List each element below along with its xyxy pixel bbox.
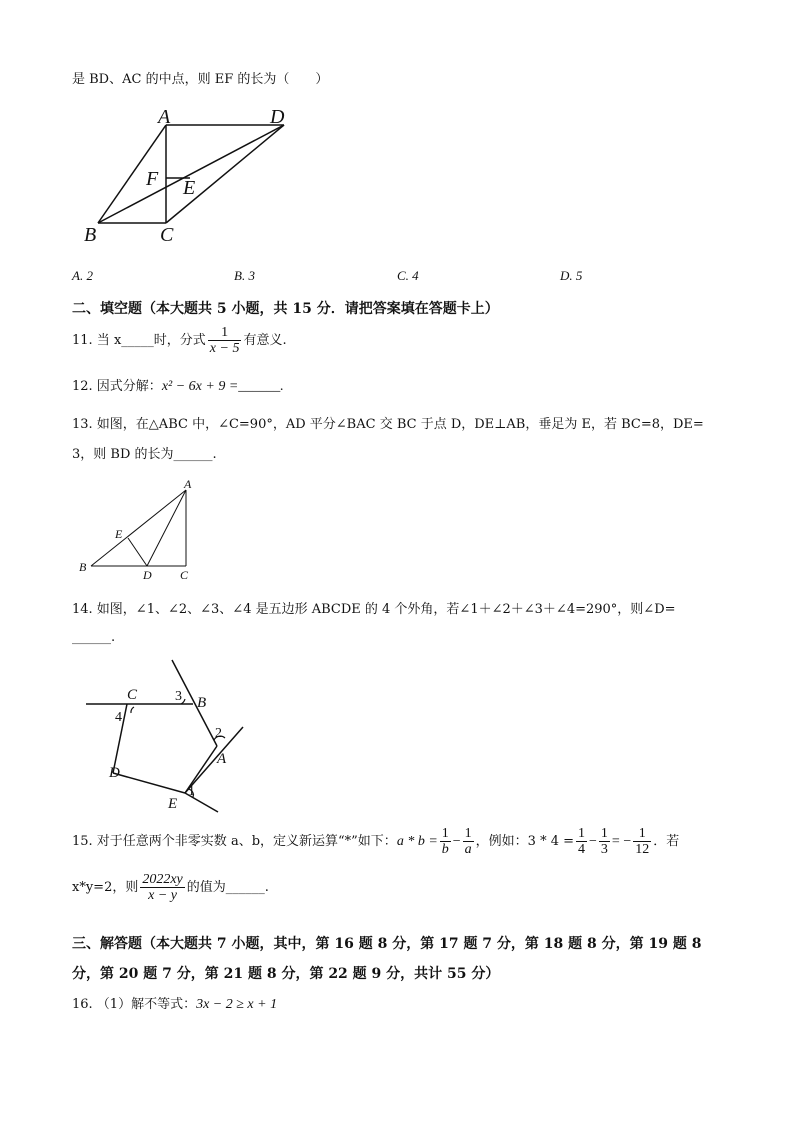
section3-heading-line2: 分，第 20 题 7 分，第 21 题 8 分，第 22 题 9 分，共计 55 分） bbox=[72, 966, 500, 982]
q15-frac-5: $\frac{1}{12}$ bbox=[635, 826, 650, 857]
label-c: C bbox=[180, 568, 189, 582]
label-d: D bbox=[143, 568, 152, 582]
q11-pre: 11. 当 x_____时，分式 bbox=[72, 333, 206, 348]
label-a: A bbox=[217, 751, 227, 767]
q13-figure bbox=[75, 475, 205, 587]
q15-frac-2: $\frac{1}{a}$ bbox=[464, 826, 472, 857]
q10-option-c: C. 4 bbox=[397, 268, 419, 283]
q15-def-lhs: a * b = bbox=[396, 834, 438, 849]
label-b: B bbox=[79, 560, 87, 574]
q14-figure bbox=[80, 655, 255, 817]
q10-option-b: B. 3 bbox=[234, 268, 255, 283]
label-e: E bbox=[115, 527, 123, 541]
q15-frac-1: $\frac{1}{b}$ bbox=[441, 826, 449, 857]
q11 bbox=[72, 325, 287, 356]
section2-heading: 二、填空题（本大题共 5 小题，共 15 分．请把答案填在答题卡上） bbox=[72, 301, 499, 317]
label-e: E bbox=[168, 796, 178, 812]
label-d: D bbox=[270, 106, 285, 128]
q15-line2 bbox=[72, 872, 269, 903]
label-d: D bbox=[109, 765, 120, 781]
label-f: F bbox=[146, 168, 159, 190]
q13-line2: 3，则 BD 的长为______. bbox=[72, 447, 217, 462]
q16-expr: 3x − 2 ≥ x + 1 bbox=[196, 997, 278, 1012]
label-a: A bbox=[158, 106, 171, 128]
label-c: C bbox=[160, 224, 174, 246]
q15-line1: 15. 对于任意两个非零实数 a、b，定义新运算“*”如下：a * b = $\frac{1}{b}$ − $\frac{1}{a}$ ，例如：3 * 4 = $\frac{1}{4}$ − $\frac{1}{3}$ = − $\frac{1}{12}$ ．若 bbox=[72, 826, 680, 857]
q10-text: 是 BD、AC 的中点，则 EF 的长为（ ） bbox=[72, 72, 329, 87]
q16 bbox=[72, 993, 277, 1013]
label-e: E bbox=[183, 177, 196, 199]
angle-1: 1 bbox=[188, 784, 195, 799]
q11-post: 有意义. bbox=[243, 333, 287, 348]
q14-line2: ______. bbox=[72, 630, 116, 645]
q10-option-a: A. 2 bbox=[72, 268, 93, 283]
angle-2: 2 bbox=[215, 726, 222, 741]
label-b: B bbox=[197, 695, 207, 711]
q12-pre: 12. 因式分解： bbox=[72, 379, 162, 394]
q13-line1: 13. 如图，在△ABC 中，∠C=90°，AD 平分∠BAC 交 BC 于点 D，DE⊥AB，垂足为 E，若 BC=8，DE= bbox=[72, 417, 704, 432]
q11-fraction: $\frac{1}{x - 5}$ bbox=[209, 325, 240, 356]
angle-3: 3 bbox=[175, 689, 182, 704]
angle-4: 4 bbox=[115, 710, 122, 725]
label-b: B bbox=[84, 224, 97, 246]
label-c: C bbox=[127, 687, 138, 703]
q15-line2-post: 的值为______. bbox=[186, 880, 269, 895]
q12 bbox=[72, 375, 284, 395]
q10-option-d: D. 5 bbox=[560, 268, 583, 283]
q12-expr: x² − 6x + 9 =______. bbox=[161, 379, 284, 394]
q15-frac-4: $\frac{1}{3}$ bbox=[600, 826, 608, 857]
q15-pre: 15. 对于任意两个非零实数 a、b，定义新运算“*”如下： bbox=[72, 834, 397, 849]
q15-tail: ．若 bbox=[653, 834, 680, 849]
q14-line1: 14. 如图，∠1、∠2、∠3、∠4 是五边形 ABCDE 的 4 个外角，若∠1＋∠2＋∠3＋∠4=290°，则∠D= bbox=[72, 602, 676, 617]
q15-frac-3: $\frac{1}{4}$ bbox=[578, 826, 586, 857]
q15-example: ，例如：3 * 4 = bbox=[475, 834, 575, 849]
q16-pre: 16. （1）解不等式： bbox=[72, 997, 197, 1012]
q15-line2-pre: x*y=2，则 bbox=[72, 880, 139, 895]
q10-figure bbox=[70, 105, 330, 250]
section3-heading-line1: 三、解答题（本大题共 7 小题，其中，第 16 题 8 分，第 17 题 7 分，第 18 题 8 分，第 19 题 8 bbox=[72, 936, 702, 952]
label-a: A bbox=[184, 477, 192, 491]
q15-ratio: $\frac{2022xy}{x - y}$ bbox=[142, 872, 183, 903]
